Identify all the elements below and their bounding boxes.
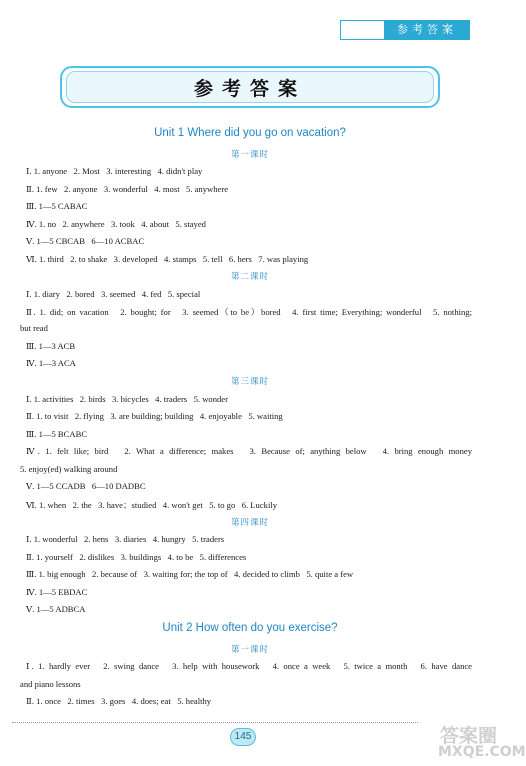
answer-line: Ⅰ. 1. hardly ever 2. swing dance 3. help with housework 4. once a week 5. twice a month 6. have dance <box>26 661 472 671</box>
answer-line: Ⅲ. 1. big enough 2. because of 3. waiting for; the top of 4. decided to climb 5. quite a few <box>26 569 354 579</box>
unit1-lesson1-heading: 第一课时 <box>230 150 269 160</box>
answer-line: Ⅲ. 1—5 BCABC <box>26 429 88 439</box>
answer-line: Ⅳ. 1. felt like; bird 2. What a difference; makes 3. Because of; anything below 4. bring enough money <box>26 446 472 456</box>
answer-line: Ⅰ. 1. anyone 2. Most 3. interesting 4. didn't play <box>26 166 203 176</box>
header-tab-label: 参考答案 <box>384 20 470 40</box>
unit1-lesson4-heading: 第四课时 <box>230 518 269 528</box>
answer-line: Ⅴ. 1—5 ADBCA <box>26 604 86 614</box>
answer-line: Ⅰ. 1. diary 2. bored 3. seemed 4. fed 5. special <box>26 289 201 299</box>
answer-line: Ⅱ. 1. to visit 2. flying 3. are building; building 4. enjoyable 5. waiting <box>26 411 283 421</box>
page-title: 参考答案 <box>193 78 306 100</box>
unit1-lesson3-heading: 第三课时 <box>230 377 269 387</box>
page-number: 145 <box>230 728 256 746</box>
answer-line: Ⅵ. 1. third 2. to shake 3. developed 4. stamps 5. tell 6. hers 7. was playing <box>26 254 309 264</box>
answer-line: Ⅲ. 1—5 CABAC <box>26 201 88 211</box>
answer-line: Ⅲ. 1—3 ACB <box>26 341 76 351</box>
answer-line-continued: and piano lessons <box>20 679 81 689</box>
answer-line: Ⅴ. 1—5 CBCAB 6—10 ACBAC <box>26 236 145 246</box>
footer-divider <box>12 722 418 723</box>
answer-line: Ⅳ. 1. no 2. anywhere 3. took 4. about 5. stayed <box>26 219 206 229</box>
watermark-logo: 答案圈 <box>440 725 498 747</box>
answer-line-continued: 5. enjoy(ed) walking around <box>20 464 118 474</box>
unit1-lesson2-heading: 第二课时 <box>230 272 269 282</box>
answer-line: Ⅱ. 1. few 2. anyone 3. wonderful 4. most 5. anywhere <box>26 184 229 194</box>
answer-line: Ⅰ. 1. activities 2. birds 3. bicycles 4. traders 5. wonder <box>26 394 228 404</box>
unit2-lesson1-heading: 第一课时 <box>230 645 269 655</box>
unit1-title: Unit 1 Where did you go on vacation? <box>154 127 346 139</box>
watermark-url: MXQE.COM <box>438 744 526 760</box>
answer-line: Ⅱ. 1. did; on vacation 2. bought; for 3. seemed（to be）bored 4. first time; Everything; wonderful 5. nothing; <box>26 307 472 317</box>
answer-line-continued: but read <box>20 323 48 333</box>
answer-line: Ⅱ. 1. once 2. times 3. goes 4. does; eat 5. healthy <box>26 696 212 706</box>
answer-line: Ⅳ. 1—5 EBDAC <box>26 587 88 597</box>
answer-line: Ⅵ. 1. when 2. the 3. have；studied 4. won't get 5. to go 6. Luckily <box>26 500 278 510</box>
unit2-title: Unit 2 How often do you exercise? <box>162 622 338 634</box>
answer-line: Ⅴ. 1—5 CCADB 6—10 DADBC <box>26 481 146 491</box>
title-banner <box>60 66 440 108</box>
answer-line: Ⅰ. 1. wonderful 2. hens 3. diaries 4. hungry 5. traders <box>26 534 225 544</box>
answer-line: Ⅱ. 1. yourself 2. dislikes 3. buildings 4. to be 5. differences <box>26 552 247 562</box>
answer-line: Ⅳ. 1—3 ACA <box>26 358 76 368</box>
